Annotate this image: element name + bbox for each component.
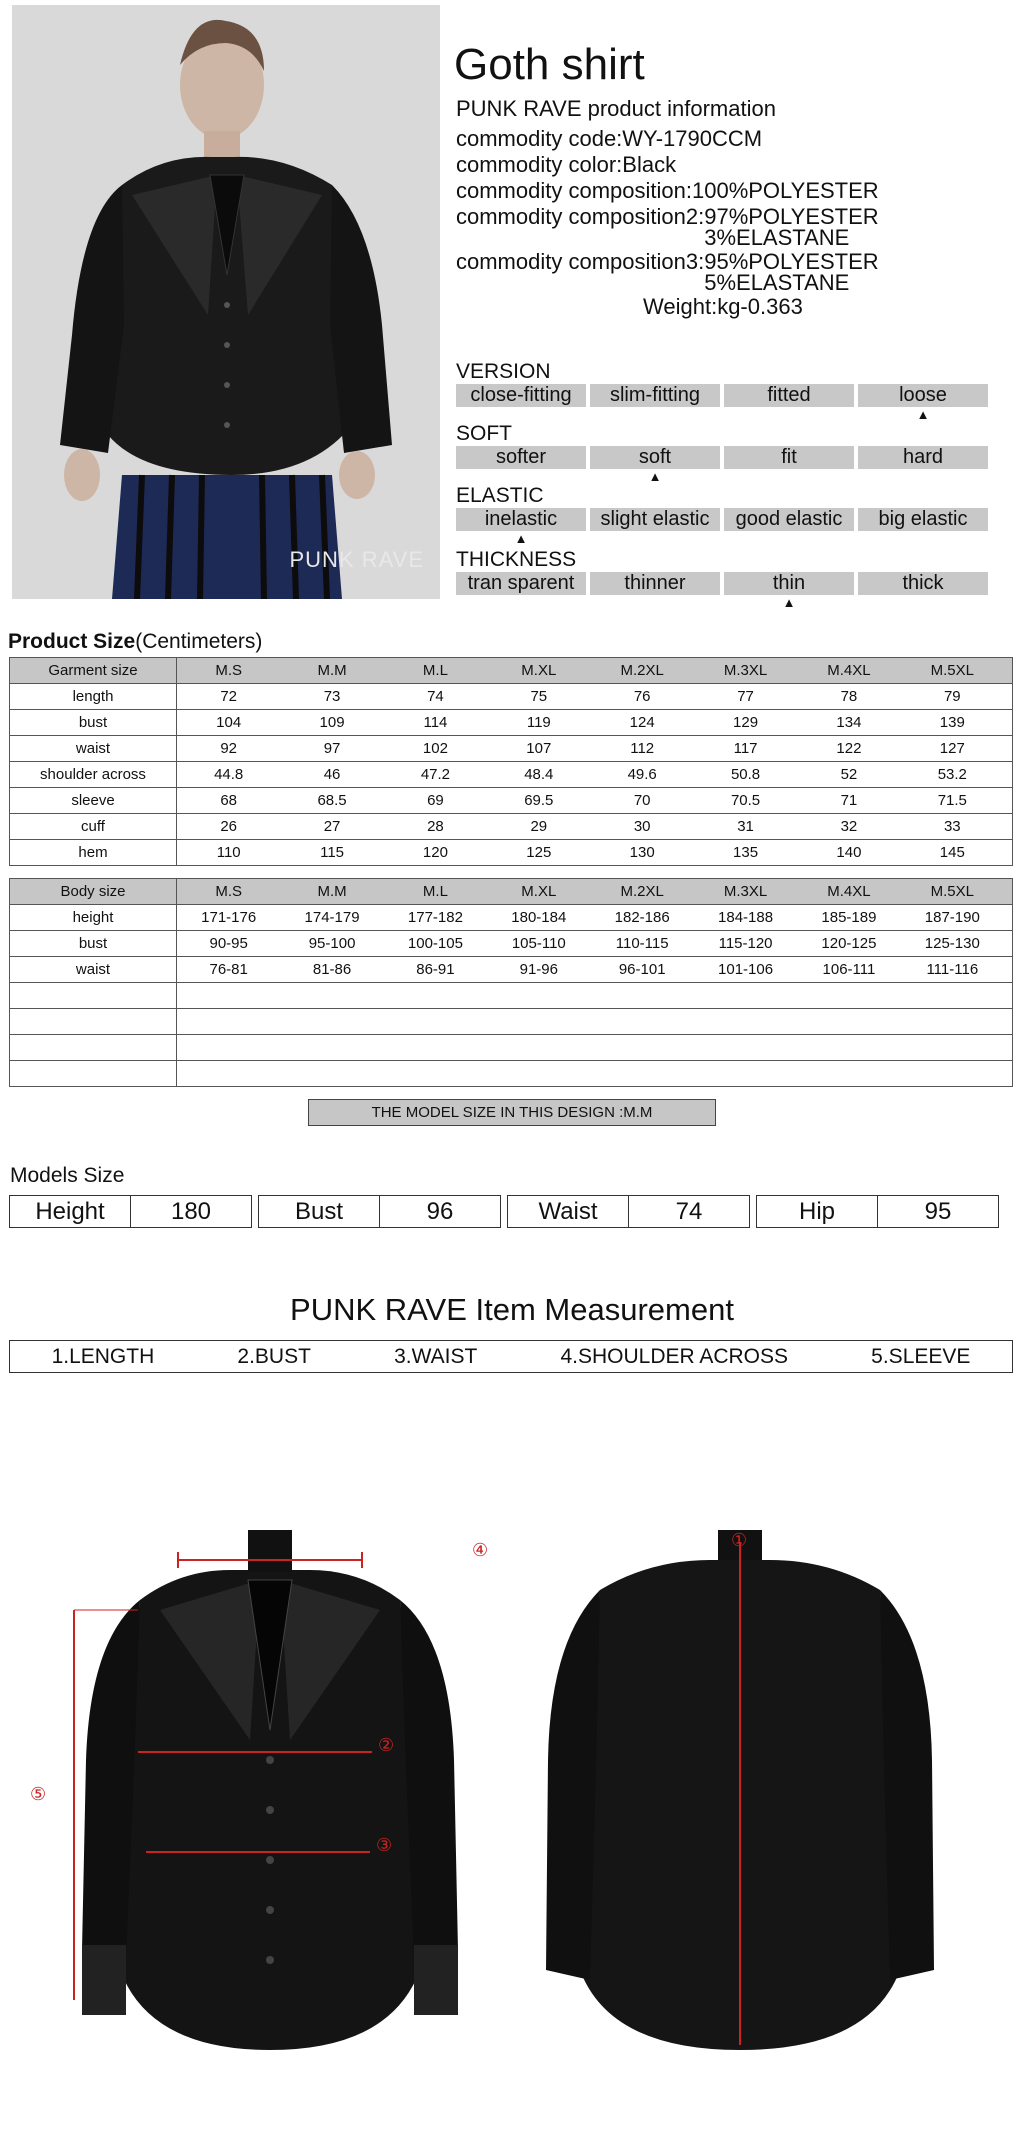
attribute-option xyxy=(456,572,586,595)
table-cell: 47.2 xyxy=(420,766,451,783)
table-cell: 29 xyxy=(530,818,548,835)
size-header: M.XL xyxy=(521,662,557,679)
model-figure-image xyxy=(12,5,440,599)
row-values xyxy=(177,684,1013,710)
attribute-option xyxy=(724,446,854,469)
table-cell: 50.8 xyxy=(730,766,761,783)
table-cell: 115 xyxy=(320,844,345,861)
attribute-option xyxy=(858,384,988,422)
table-cell: 115-120 xyxy=(718,935,773,952)
info-value: 95%POLYESTER 5%ELASTANE xyxy=(704,249,879,295)
table-cell: 70.5 xyxy=(730,792,761,809)
attribute-elastic xyxy=(456,484,988,546)
model-measure-name: Waist xyxy=(508,1196,629,1227)
table-cell: 124 xyxy=(629,714,655,731)
attribute-option-label: inelastic xyxy=(484,508,558,530)
attribute-label: VERSION xyxy=(456,360,551,383)
row-label: height xyxy=(10,905,177,931)
product-size-unit: (Centimeters) xyxy=(135,630,263,653)
row-label: waist xyxy=(10,957,177,983)
model-measure-value: 95 xyxy=(924,1198,952,1225)
info-row-composition2 xyxy=(456,204,879,249)
attribute-option xyxy=(456,446,586,469)
attribute-soft xyxy=(456,422,988,484)
table-cell: 44.8 xyxy=(214,766,244,783)
attribute-option xyxy=(456,508,586,546)
table-cell: 174-179 xyxy=(304,909,360,926)
attribute-option-label: close-fitting xyxy=(470,384,572,406)
attribute-option-label: tran sparent xyxy=(467,572,575,594)
table-cell: 48.4 xyxy=(524,766,554,783)
attribute-option-label: big elastic xyxy=(878,508,968,530)
table-row xyxy=(10,710,1013,736)
table-cell: 95-100 xyxy=(308,935,356,952)
empty-row xyxy=(10,1061,1013,1087)
table-row xyxy=(10,736,1013,762)
table-cell: 46 xyxy=(323,766,341,783)
table-cell: 110 xyxy=(216,844,241,861)
weight-label: Weight: xyxy=(643,294,718,319)
row-values xyxy=(177,762,1013,788)
models-size-row xyxy=(9,1195,999,1228)
model-measure-height xyxy=(9,1195,252,1228)
model-measure-name: Bust xyxy=(259,1196,380,1227)
attribute-option-label: fit xyxy=(781,446,797,468)
shirt-back-image xyxy=(530,1530,950,2060)
product-model-photo xyxy=(12,5,440,599)
size-header: M.5XL xyxy=(930,883,974,900)
model-measure-bust xyxy=(258,1195,501,1228)
table-cell: 177-182 xyxy=(407,909,463,926)
size-header: M.S xyxy=(215,883,243,900)
weight-value: kg-0.363 xyxy=(717,294,803,319)
table-cell: 72 xyxy=(220,688,238,705)
attribute-scale xyxy=(456,508,988,546)
measurement-item: 5.SLEEVE xyxy=(871,1344,971,1368)
product-info-subtitle: PUNK RAVE product information xyxy=(456,96,776,121)
measurement-item: 4.SHOULDER ACROSS xyxy=(560,1344,789,1368)
info-value: 97%POLYESTER 3%ELASTANE xyxy=(704,204,879,250)
info-label: commodity composition2: xyxy=(456,204,705,229)
attribute-option-label: soft xyxy=(638,446,672,468)
attribute-label: ELASTIC xyxy=(456,484,544,507)
info-label: commodity composition3: xyxy=(456,249,705,274)
empty-cell xyxy=(177,983,1013,1009)
empty-cell xyxy=(10,983,177,1009)
selected-marker-icon: ▲ xyxy=(916,407,930,422)
size-header: M.5XL xyxy=(930,662,974,679)
table-cell: 125-130 xyxy=(924,935,980,952)
info-row-color xyxy=(456,152,879,178)
size-headers xyxy=(177,658,1013,684)
row-values xyxy=(177,710,1013,736)
empty-cell xyxy=(177,1035,1013,1061)
table-cell: 97 xyxy=(323,740,341,757)
model-measure-value: 74 xyxy=(675,1198,703,1225)
selected-marker-icon: ▲ xyxy=(648,469,662,484)
garment-size-table xyxy=(9,657,1013,866)
table-cell: 187-190 xyxy=(924,909,980,926)
attribute-option-label: loose xyxy=(899,384,947,406)
table-cell: 101-106 xyxy=(718,961,774,978)
table-cell: 30 xyxy=(633,818,651,835)
table-cell: 49.6 xyxy=(627,766,657,783)
info-label: commodity color: xyxy=(456,152,623,177)
attribute-option-label: thinner xyxy=(624,572,686,594)
empty-row xyxy=(10,983,1013,1009)
info-value: 100%POLYESTER xyxy=(691,178,879,203)
attribute-option xyxy=(456,384,586,407)
table-cell: 31 xyxy=(737,818,754,835)
row-values xyxy=(177,736,1013,762)
table-header-label: Garment size xyxy=(10,658,177,684)
marker-bust: ② xyxy=(378,1735,395,1755)
table-cell: 135 xyxy=(733,844,759,861)
attribute-option xyxy=(724,384,854,407)
size-header: M.S xyxy=(215,662,243,679)
info-label: commodity code: xyxy=(456,126,623,151)
attribute-option-label: good elastic xyxy=(735,508,843,530)
table-cell: 90-95 xyxy=(209,935,248,952)
table-row xyxy=(10,762,1013,788)
info-row-code xyxy=(456,126,879,152)
table-row xyxy=(10,814,1013,840)
table-cell: 77 xyxy=(737,688,754,705)
table-cell: 171-176 xyxy=(201,909,257,926)
table-cell: 100-105 xyxy=(407,935,463,952)
measurement-item: 1.LENGTH xyxy=(51,1344,155,1368)
attribute-scale xyxy=(456,384,988,422)
table-cell: 114 xyxy=(423,714,448,731)
table-row xyxy=(10,957,1013,983)
attribute-option xyxy=(590,446,720,484)
measurement-item: 3.WAIST xyxy=(394,1344,478,1368)
model-size-note: THE MODEL SIZE IN THIS DESIGN :M.M xyxy=(308,1099,716,1126)
attribute-option-label: hard xyxy=(902,446,944,468)
model-measure-value: 180 xyxy=(170,1198,212,1225)
table-cell: 134 xyxy=(836,714,862,731)
attribute-label: SOFT xyxy=(456,422,512,445)
row-values xyxy=(177,931,1013,957)
selected-marker-icon: ▲ xyxy=(782,595,796,610)
table-cell: 105-110 xyxy=(511,935,566,952)
attribute-option xyxy=(590,384,720,407)
row-label: bust xyxy=(10,931,177,957)
attribute-label: THICKNESS xyxy=(456,548,577,571)
table-cell: 81-86 xyxy=(312,961,352,978)
table-cell: 185-189 xyxy=(821,909,877,926)
attribute-option xyxy=(724,508,854,531)
attribute-option-label: thick xyxy=(902,572,944,594)
table-cell: 26 xyxy=(220,818,238,835)
attribute-option xyxy=(858,572,988,595)
table-cell: 28 xyxy=(427,818,444,835)
marker-shoulder: ④ xyxy=(472,1540,489,1560)
empty-row xyxy=(10,1035,1013,1061)
table-cell: 92 xyxy=(220,740,238,757)
model-measure-value: 96 xyxy=(426,1198,454,1225)
table-cell: 102 xyxy=(422,740,448,757)
info-row-composition3 xyxy=(456,249,879,294)
size-header: M.3XL xyxy=(723,883,768,900)
table-cell: 76-81 xyxy=(209,961,248,978)
shirt-back-figure xyxy=(530,1530,950,2060)
size-header: M.L xyxy=(422,662,448,679)
attribute-version xyxy=(456,360,988,422)
table-cell: 140 xyxy=(836,844,862,861)
table-cell: 68.5 xyxy=(317,792,347,809)
info-value: WY-1790CCM xyxy=(622,126,763,151)
product-size-heading xyxy=(8,630,262,654)
shirt-front-image xyxy=(30,1530,489,2060)
row-values xyxy=(177,840,1013,866)
table-cell: 184-188 xyxy=(718,909,774,926)
table-cell: 122 xyxy=(836,740,862,757)
table-header-row xyxy=(10,658,1013,684)
size-header: M.4XL xyxy=(827,662,871,679)
table-cell: 53.2 xyxy=(937,766,967,783)
table-row xyxy=(10,840,1013,866)
empty-cell xyxy=(177,1061,1013,1087)
table-cell: 119 xyxy=(526,714,551,731)
info-row-composition xyxy=(456,178,879,204)
selected-marker-icon: ▲ xyxy=(514,531,528,546)
empty-cell xyxy=(177,1009,1013,1035)
row-values xyxy=(177,957,1013,983)
attribute-option-label: softer xyxy=(495,446,547,468)
empty-row xyxy=(10,1009,1013,1035)
empty-cell xyxy=(10,1009,177,1035)
row-values xyxy=(177,788,1013,814)
product-size-title: Product Size xyxy=(8,630,136,653)
table-cell: 79 xyxy=(943,688,961,705)
attribute-thickness xyxy=(456,548,988,610)
table-cell: 68 xyxy=(220,792,238,809)
table-cell: 96-101 xyxy=(618,961,666,978)
table-cell: 75 xyxy=(530,688,548,705)
row-label: sleeve xyxy=(10,788,177,814)
models-size-title: Models Size xyxy=(10,1164,125,1187)
table-cell: 139 xyxy=(939,714,965,731)
attribute-option-label: thin xyxy=(772,572,806,594)
table-row xyxy=(10,905,1013,931)
attribute-option xyxy=(858,446,988,469)
attribute-scale xyxy=(456,572,988,610)
table-cell: 74 xyxy=(427,688,444,705)
table-cell: 69 xyxy=(427,792,444,809)
size-header: M.M xyxy=(317,883,347,900)
table-cell: 104 xyxy=(216,714,242,731)
size-header: M.2XL xyxy=(620,662,664,679)
row-label: shoulder across xyxy=(10,762,177,788)
row-label: waist xyxy=(10,736,177,762)
table-cell: 70 xyxy=(633,792,651,809)
attribute-option-label: slim-fitting xyxy=(609,384,700,406)
table-cell: 109 xyxy=(319,714,345,731)
table-row xyxy=(10,931,1013,957)
measurement-item: 2.BUST xyxy=(237,1344,311,1368)
table-cell: 86-91 xyxy=(416,961,455,978)
attribute-option xyxy=(590,572,720,595)
attribute-option-label: fitted xyxy=(767,384,811,406)
table-cell: 127 xyxy=(939,740,965,757)
table-cell: 52 xyxy=(840,766,858,783)
size-header: M.XL xyxy=(521,883,557,900)
product-info-list xyxy=(456,126,879,320)
table-cell: 33 xyxy=(943,818,961,835)
size-header: M.4XL xyxy=(827,883,871,900)
attribute-option xyxy=(724,572,854,610)
table-row xyxy=(10,684,1013,710)
info-label: commodity composition: xyxy=(456,178,692,203)
shirt-front-figure xyxy=(60,1530,480,2060)
table-header-row xyxy=(10,879,1013,905)
size-header: M.M xyxy=(317,662,347,679)
size-headers xyxy=(177,879,1013,905)
measurement-title: PUNK RAVE Item Measurement xyxy=(290,1292,734,1327)
table-cell: 129 xyxy=(733,714,759,731)
marker-waist: ③ xyxy=(376,1835,393,1855)
table-cell: 27 xyxy=(323,818,341,835)
marker-sleeve: ⑤ xyxy=(30,1784,47,1804)
table-row xyxy=(10,788,1013,814)
row-values xyxy=(177,814,1013,840)
body-size-table xyxy=(9,878,1013,1087)
table-cell: 91-96 xyxy=(519,961,558,978)
attribute-option xyxy=(858,508,988,531)
table-cell: 71.5 xyxy=(937,792,967,809)
table-cell: 117 xyxy=(733,740,758,757)
watermark: PUNK RAVE xyxy=(289,547,424,572)
table-cell: 182-186 xyxy=(614,909,670,926)
table-cell: 110-115 xyxy=(615,935,669,952)
attribute-option-label: slight elastic xyxy=(600,508,710,530)
model-measure-name: Height xyxy=(10,1196,131,1227)
row-label: hem xyxy=(10,840,177,866)
table-cell: 107 xyxy=(526,740,552,757)
size-header: M.L xyxy=(422,883,448,900)
row-label: cuff xyxy=(10,814,177,840)
model-measure-hip xyxy=(756,1195,999,1228)
measurement-legend xyxy=(9,1340,1013,1373)
table-cell: 73 xyxy=(323,688,341,705)
model-measure-waist xyxy=(507,1195,750,1228)
table-header-label: Body size xyxy=(10,879,177,905)
table-cell: 111-116 xyxy=(926,961,979,978)
attribute-option xyxy=(590,508,720,531)
table-cell: 69.5 xyxy=(524,792,554,809)
product-title: Goth shirt xyxy=(454,40,645,89)
attribute-scale xyxy=(456,446,988,484)
row-label: length xyxy=(10,684,177,710)
table-cell: 120-125 xyxy=(821,935,877,952)
table-cell: 112 xyxy=(630,740,655,757)
marker-length: ① xyxy=(731,1530,748,1550)
row-values xyxy=(177,905,1013,931)
info-row-weight xyxy=(456,294,879,320)
size-header: M.2XL xyxy=(620,883,664,900)
empty-cell xyxy=(10,1035,177,1061)
table-cell: 145 xyxy=(939,844,965,861)
table-cell: 78 xyxy=(840,688,858,705)
table-cell: 76 xyxy=(633,688,651,705)
size-header: M.3XL xyxy=(723,662,768,679)
table-cell: 130 xyxy=(629,844,655,861)
row-label: bust xyxy=(10,710,177,736)
table-cell: 71 xyxy=(840,792,858,809)
table-cell: 106-111 xyxy=(822,961,876,978)
table-cell: 180-184 xyxy=(511,909,567,926)
model-measure-name: Hip xyxy=(757,1196,878,1227)
info-value: Black xyxy=(622,152,677,177)
table-cell: 120 xyxy=(422,844,448,861)
table-cell: 32 xyxy=(840,818,858,835)
table-cell: 125 xyxy=(526,844,552,861)
empty-cell xyxy=(10,1061,177,1087)
